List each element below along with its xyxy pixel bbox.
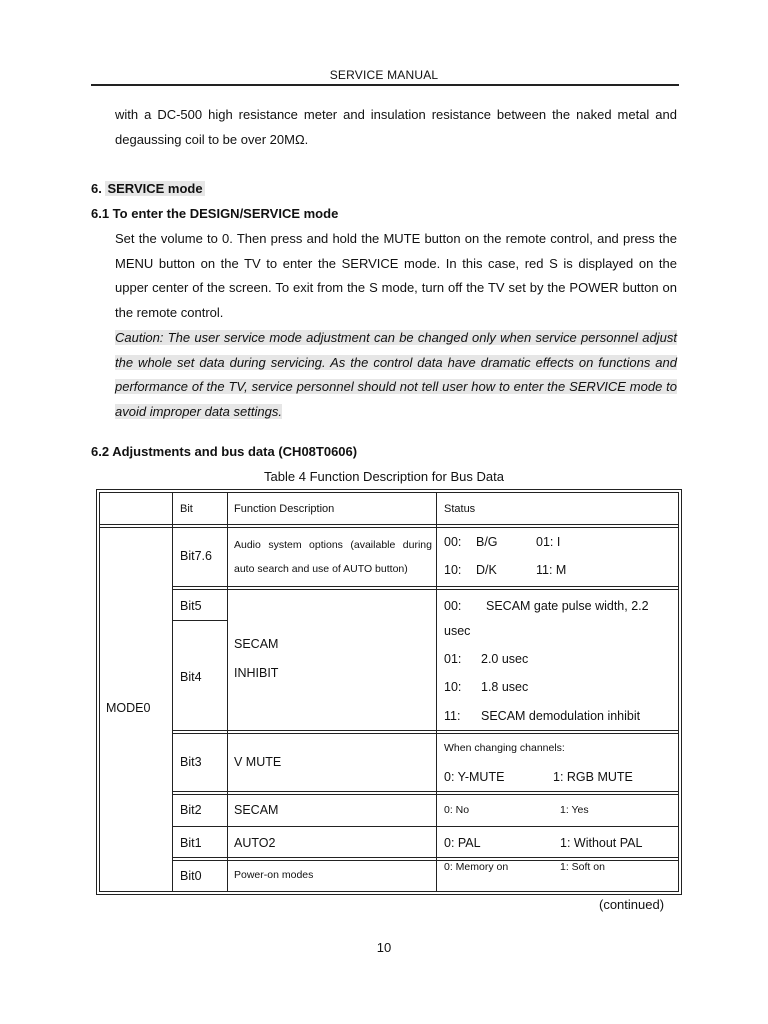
status-code: 10: [444,680,462,694]
status-value: 2.0 usec [481,652,529,666]
row-bit: Bit7.6 [180,549,212,563]
row-function: V MUTE [234,755,282,769]
status-value: 1: Without PAL [560,836,643,850]
row-function: INHIBIT [234,666,279,680]
status-value: 0: PAL [444,836,481,850]
row-function: Power-on modes [234,869,314,881]
section-heading [91,181,205,196]
row-function: AUTO2 [234,836,276,850]
status-value: When changing channels: [444,742,565,754]
header-row-line-double [100,527,678,528]
row-line [172,791,678,792]
status-value: 0: Y-MUTE [444,770,505,784]
header-bit: Bit [180,503,193,515]
row-bit: Bit4 [180,670,202,684]
row-bit: Bit3 [180,755,202,769]
status-value: usec [444,624,471,638]
status-code: 11: [444,709,461,723]
col-divider-mode [172,493,173,891]
status-code: 10: [444,563,462,577]
row-line [172,586,678,587]
row-line [172,730,678,731]
row-line [172,589,678,590]
row-line [172,733,678,734]
row-line-bit5 [172,620,228,621]
col-divider-bit [227,493,228,891]
page-header-title: SERVICE MANUAL [329,68,439,82]
status-value: 1: Soft on [560,861,605,873]
status-value: SECAM gate pulse width, 2.2 [486,599,649,613]
row-function: Audio system options (available during [234,539,432,551]
status-value: B/G [476,535,498,549]
header-row-line [100,524,678,525]
row-function: SECAM [234,637,279,651]
row-function: auto search and use of AUTO button) [234,563,408,575]
header-function: Function Description [234,503,335,515]
row-line [172,826,678,827]
subsection-heading-6-1: 6.1 To enter the DESIGN/SERVICE mode [91,206,339,221]
status-value: D/K [476,563,497,577]
row-bit: Bit1 [180,836,202,850]
subsection-body-6-1: Set the volume to 0. Then press and hold the MUTE button on the remote control, and press the MENU button on the TV to enter the SERVICE mode. In this case, red S is displayed on the upper center of the screen. To exit from the S mode, turn off the TV set by the POWER button on the remote control. [115,231,677,320]
row-line [172,857,678,858]
bus-data-table [99,492,679,892]
row-bit: Bit5 [180,599,202,613]
header-divider [91,84,679,86]
status-value: 1.8 usec [481,680,529,694]
row-bit: Bit2 [180,803,202,817]
status-value: 0: No [444,804,470,816]
status-value: 1: RGB MUTE [553,770,633,784]
page-number: 10 [376,940,392,955]
section-number: 6. [91,181,102,196]
status-value: 1: Yes [560,804,589,816]
row-bit: Bit0 [180,869,202,883]
mode-label: MODE0 [106,701,151,715]
status-value: 0: Memory on [444,861,509,873]
section-title: SERVICE mode [107,181,203,196]
table-caption: Table 4 Function Description for Bus Data [264,469,504,484]
caution-text: Caution: The user service mode adjustment can be changed only when service personnel adjust the whole set data during servicing. As the control data have dramatic effects on functions and performance of the TV, service personnel should not tell user how to enter the SERVICE mode to avoid improper data settings. [115,330,677,419]
intro-paragraph: with a DC-500 high resistance meter and insulation resistance between the naked metal and degaussing coil to be over 20MΩ. [115,107,677,147]
status-value: 01: I [536,535,561,549]
status-code: 00: [444,535,462,549]
status-value: SECAM demodulation inhibit [481,709,641,723]
subsection-heading-6-2: 6.2 Adjustments and bus data (CH08T0606) [91,444,358,459]
row-line [172,794,678,795]
col-divider-function [436,493,437,891]
status-code: 00: [444,599,462,613]
status-code: 01: [444,652,462,666]
caution-note [115,326,677,424]
header-status: Status [444,503,476,515]
continued-note: (continued) [599,897,665,912]
status-value: 11: M [536,563,567,577]
row-function: SECAM [234,803,279,817]
